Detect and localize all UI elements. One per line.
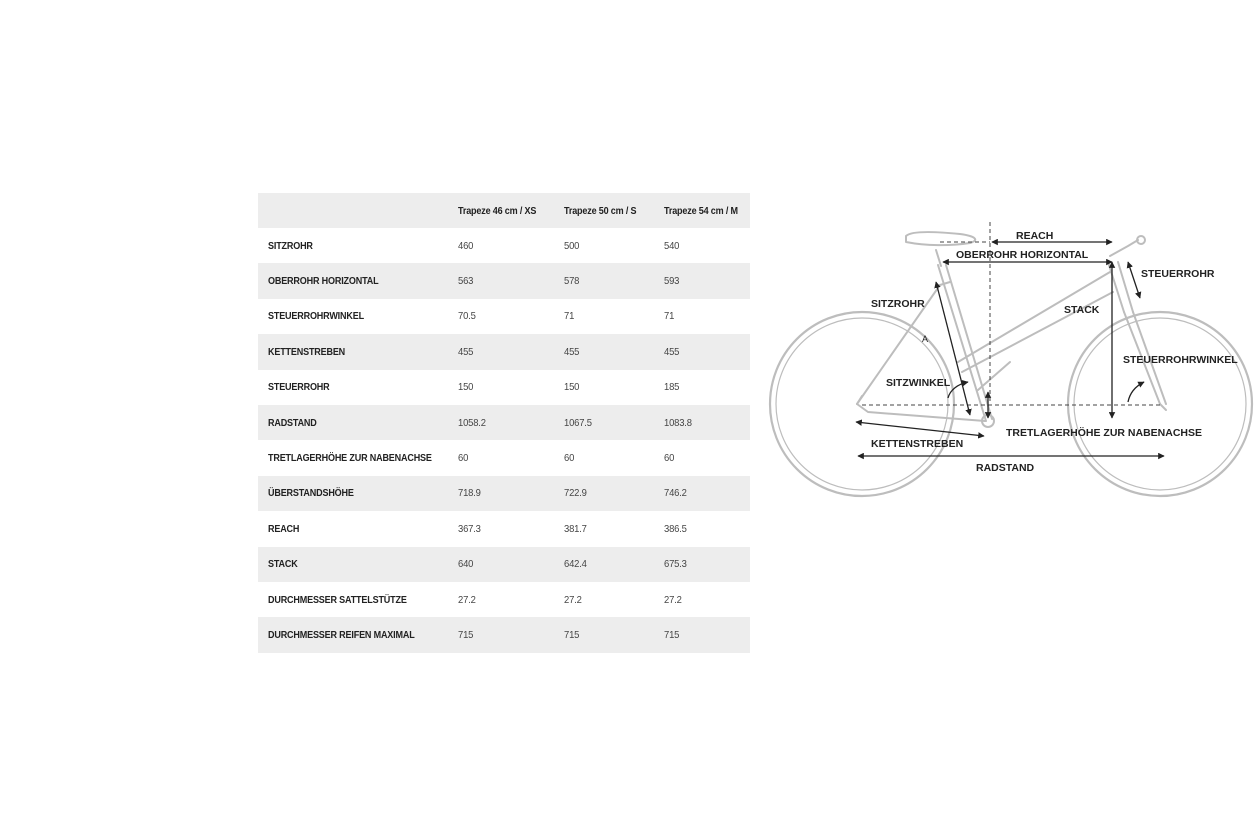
cell-value: 386.5 <box>664 522 687 535</box>
row-label: KETTENSTREBEN <box>268 345 346 358</box>
row-label: STEUERROHR <box>268 381 330 394</box>
cell-value: 540 <box>664 239 680 252</box>
label-steuerrohrwinkel: STEUERROHRWINKEL <box>1123 354 1238 366</box>
column-header-s: Trapeze 50 cm / S <box>564 204 637 217</box>
label-kettenstreben: KETTENSTREBEN <box>871 438 964 450</box>
table-row <box>258 299 750 334</box>
row-label: SITZROHR <box>268 239 313 252</box>
cell-value: 578 <box>564 275 580 288</box>
cell-value: 381.7 <box>564 522 588 535</box>
column-header-m: Trapeze 54 cm / M <box>664 204 738 217</box>
label-stack: STACK <box>1064 304 1100 316</box>
cell-value: 150 <box>564 381 580 394</box>
cell-value: 60 <box>664 452 675 465</box>
cell-value: 1058.2 <box>458 416 487 429</box>
cell-value: 460 <box>458 239 474 252</box>
row-label: DURCHMESSER SATTELSTÜTZE <box>268 593 407 606</box>
label-steuerrohr: STEUERROHR <box>1141 268 1215 280</box>
table-header-row <box>258 193 750 228</box>
row-label: OBERROHR HORIZONTAL <box>268 275 379 288</box>
table-row <box>258 334 750 369</box>
geometry-table <box>258 193 750 653</box>
cell-value: 27.2 <box>664 593 682 606</box>
cell-value: 640 <box>458 558 474 571</box>
cell-value: 455 <box>458 345 474 358</box>
cell-value: 367.3 <box>458 522 482 535</box>
row-label: ÜBERSTANDSHÖHE <box>268 487 354 500</box>
label-sitzrohr: SITZROHR <box>871 298 925 310</box>
cell-value: 715 <box>664 628 680 641</box>
table-row <box>258 405 750 440</box>
cell-value: 455 <box>564 345 580 358</box>
row-label: REACH <box>268 522 300 535</box>
cell-value: 675.3 <box>664 558 687 571</box>
cell-value: 71 <box>664 310 675 323</box>
table-row <box>258 228 750 263</box>
cell-value: 27.2 <box>564 593 582 606</box>
cell-value: 27.2 <box>458 593 477 606</box>
cell-value: 593 <box>664 275 680 288</box>
cell-value: 722.9 <box>564 487 588 500</box>
cell-value: 500 <box>564 239 580 252</box>
row-label: DURCHMESSER REIFEN MAXIMAL <box>268 628 415 641</box>
cell-value: 718.9 <box>458 487 482 500</box>
cell-value: 1083.8 <box>664 416 692 429</box>
table-header-empty <box>258 193 430 228</box>
cell-value: 563 <box>458 275 474 288</box>
table-row <box>258 440 750 475</box>
measurement-arrows <box>856 242 1164 456</box>
row-label: STACK <box>268 558 298 571</box>
cell-value: 715 <box>458 628 474 641</box>
row-label: RADSTAND <box>268 416 317 429</box>
cell-value: 455 <box>664 345 680 358</box>
cell-value: 60 <box>458 452 469 465</box>
bike-geometry-diagram <box>760 210 1260 510</box>
label-tretlagerhoehe: TRETLAGERHÖHE ZUR NABENACHSE <box>1006 427 1203 439</box>
cell-value: 70.5 <box>458 310 477 323</box>
cell-value: 71 <box>564 310 575 323</box>
table-row <box>258 617 750 652</box>
label-a-marker: A <box>922 334 929 344</box>
cell-value: 715 <box>564 628 580 641</box>
label-reach: REACH <box>1016 230 1054 242</box>
row-label: TRETLAGERHÖHE ZUR NABENACHSE <box>268 452 432 465</box>
table-row <box>258 370 750 405</box>
cell-value: 642.4 <box>564 558 588 571</box>
table-row <box>258 582 750 617</box>
cell-value: 185 <box>664 381 680 394</box>
cell-value: 150 <box>458 381 474 394</box>
cell-value: 1067.5 <box>564 416 593 429</box>
table-row <box>258 511 750 546</box>
bike-frame <box>857 232 1166 427</box>
table-row <box>258 547 750 582</box>
label-sitzwinkel: SITZWINKEL <box>886 377 951 389</box>
label-radstand: RADSTAND <box>976 462 1035 474</box>
row-label: STEUERROHRWINKEL <box>268 310 364 323</box>
label-oberrohr-horizontal: OBERROHR HORIZONTAL <box>956 249 1089 261</box>
table-row <box>258 263 750 298</box>
cell-value: 746.2 <box>664 487 687 500</box>
table-row <box>258 476 750 511</box>
column-header-xs: Trapeze 46 cm / XS <box>458 204 537 217</box>
cell-value: 60 <box>564 452 575 465</box>
